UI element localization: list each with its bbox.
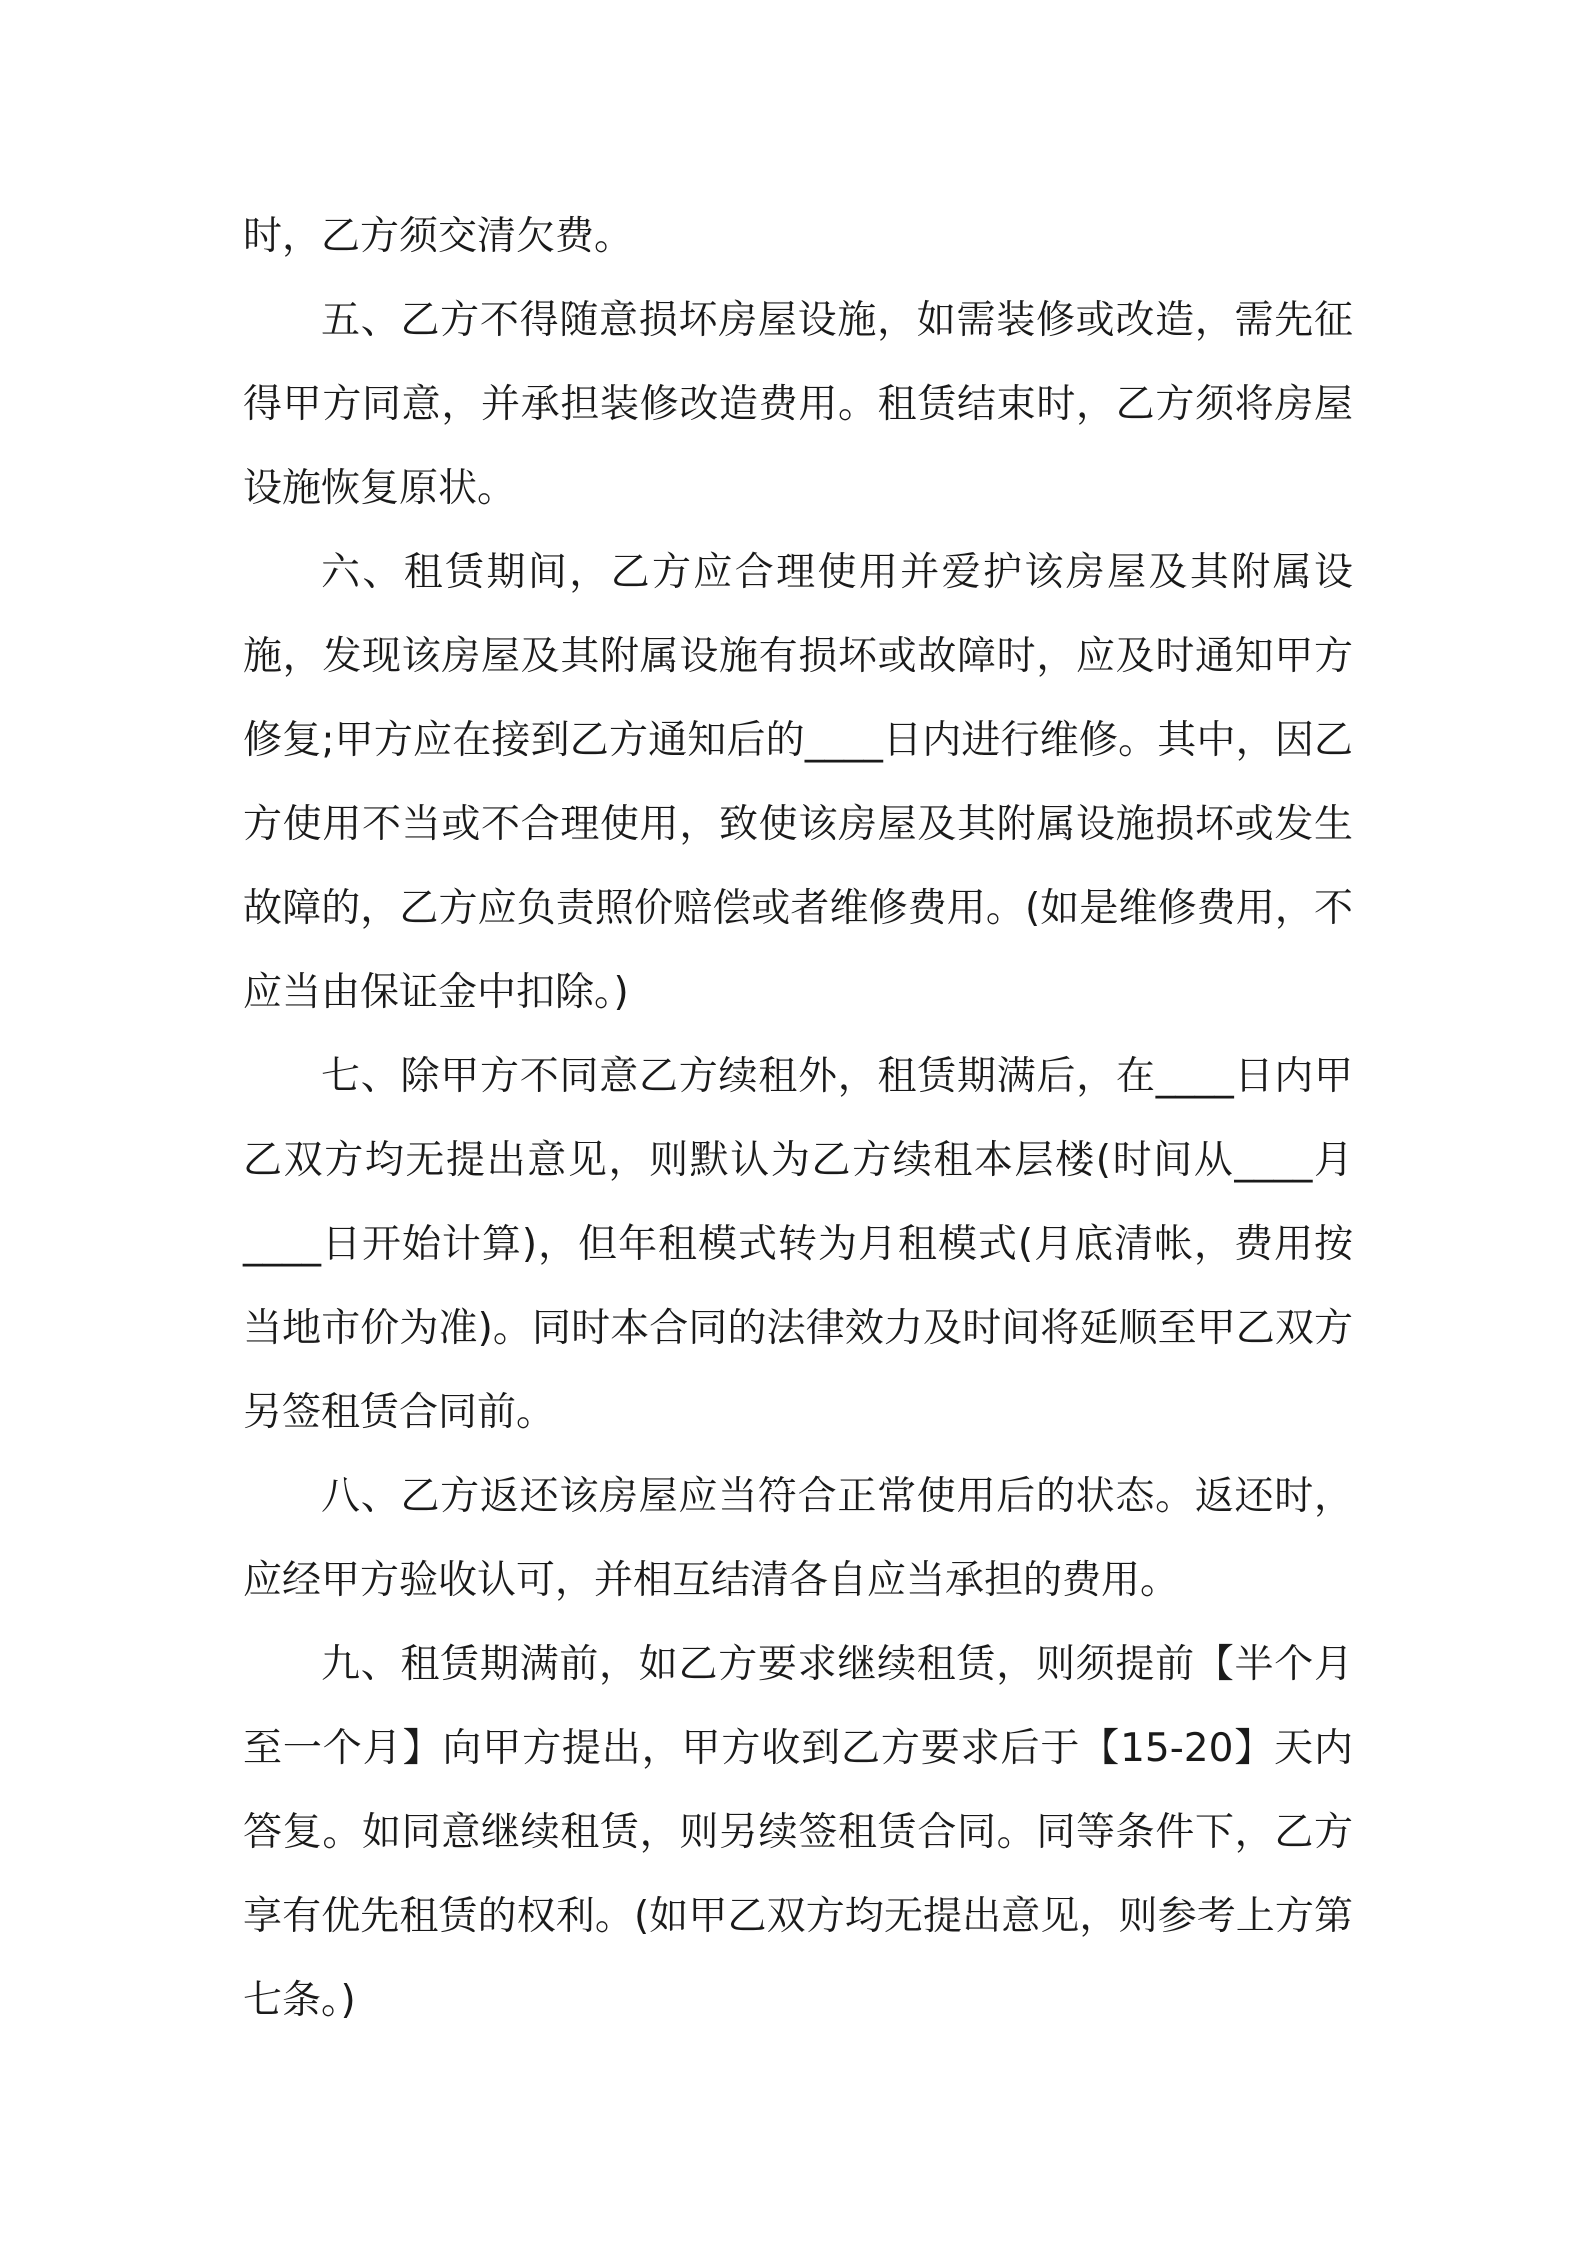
clause-5-paragraph: 五、乙方不得随意损坏房屋设施，如需装修或改造，需先征得甲方同意，并承担装修改造费用。租赁结束时，乙方须将房屋设施恢复原状。 xyxy=(243,298,1353,511)
document-body xyxy=(243,195,1353,2043)
clause-8-paragraph: 八、乙方返还该房屋应当符合正常使用后的状态。返还时，应经甲方验收认可，并相互结清各自应当承担的费用。 xyxy=(243,1474,1353,1603)
clause-9-paragraph: 九、租赁期满前，如乙方要求继续租赁，则须提前【半个月至一个月】向甲方提出，甲方收到乙方要求后于【15-20】天内答复。如同意继续租赁，则另续签租赁合同。同等条件下，乙方享有优先租赁的权利。(如甲乙双方均无提出意见，则参考上方第七条。) xyxy=(243,1642,1353,2023)
clause-6-paragraph: 六、租赁期间，乙方应合理使用并爱护该房屋及其附属设施，发现该房屋及其附属设施有损坏或故障时，应及时通知甲方修复;甲方应在接到乙方通知后的____日内进行维修。其中，因乙方使用不当或不合理使用，致使该房屋及其附属设施损坏或发生故障的，乙方应负责照价赔偿或者维修费用。(如是维修费用，不应当由保证金中扣除。) xyxy=(243,550,1353,1015)
paragraph-continuation: 时，乙方须交清欠费。 xyxy=(243,214,634,259)
clause-7-paragraph: 七、除甲方不同意乙方续租外，租赁期满后，在____日内甲乙双方均无提出意见，则默认为乙方续租本层楼(时间从____月____日开始计算)，但年租模式转为月租模式(月底清帐，费用按当地市价为准)。同时本合同的法律效力及时间将延顺至甲乙双方另签租赁合同前。 xyxy=(243,1054,1353,1435)
